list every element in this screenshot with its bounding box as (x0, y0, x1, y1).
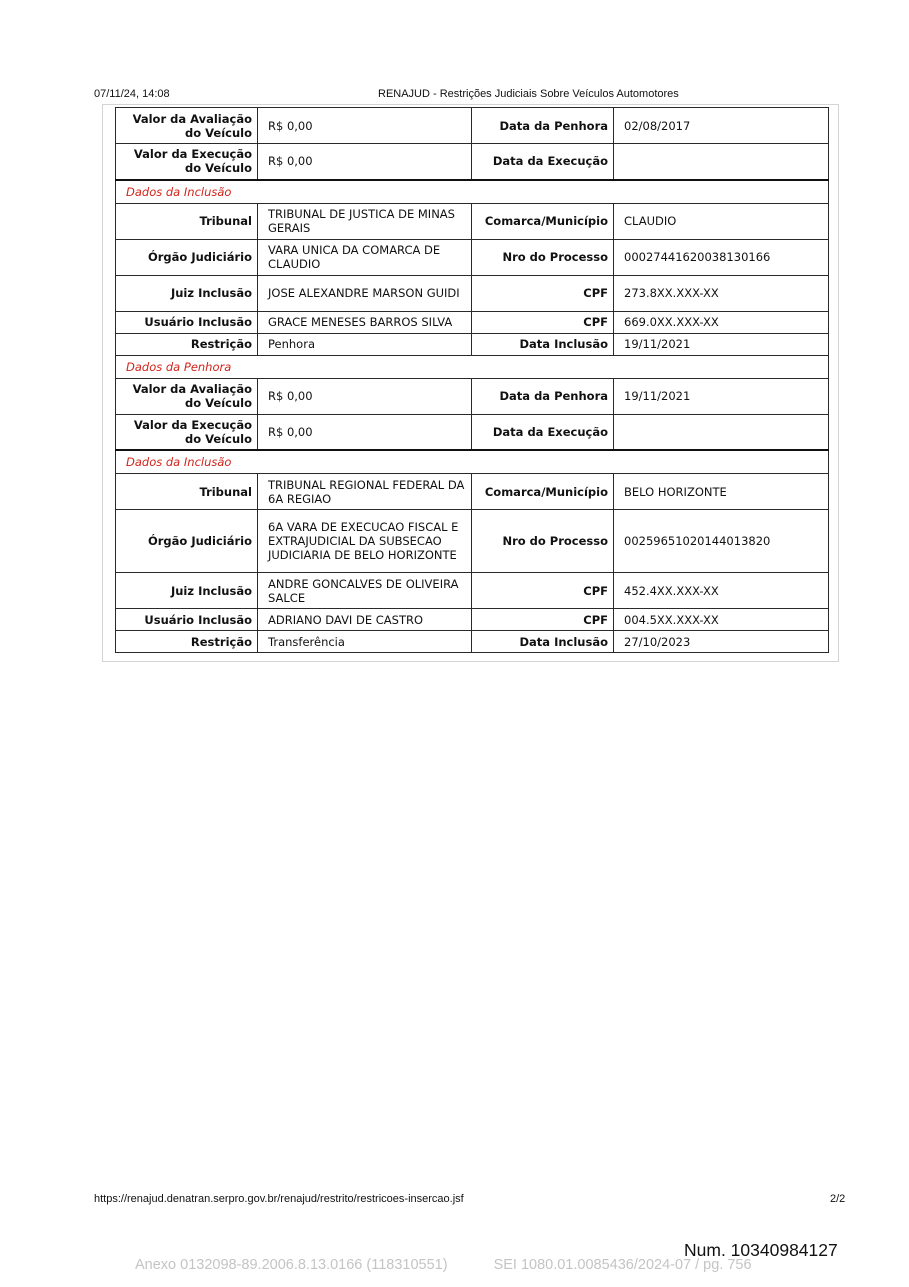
value-data-execucao (614, 414, 829, 450)
table-row (116, 108, 829, 144)
table-row (116, 311, 829, 333)
sei-reference: SEI 1080.01.0085436/2024-07 / pg. 756 (493, 1257, 752, 1273)
label-cpf: CPF (472, 573, 614, 609)
label-data-penhora: Data da Penhora (472, 108, 614, 144)
value-cpf-juiz: 452.4XX.XXX-XX (614, 573, 829, 609)
label-data-inclusao: Data Inclusão (472, 333, 614, 355)
label-cpf: CPF (472, 275, 614, 311)
table-row (116, 144, 829, 180)
label-restricao: Restrição (116, 333, 258, 355)
table-row (116, 474, 829, 510)
document-number-stamp: Num. 10340984127 (684, 1240, 838, 1260)
label-restricao: Restrição (116, 631, 258, 653)
value-valor-execucao: R$ 0,00 (258, 144, 472, 180)
table-row (116, 510, 829, 573)
label-data-execucao: Data da Execução (472, 144, 614, 180)
page-number: 2/2 (830, 1193, 846, 1205)
value-restricao: Penhora (258, 333, 472, 355)
value-nro-processo: 00027441620038130166 (614, 239, 829, 275)
value-cpf-usuario: 004.5XX.XXX-XX (614, 609, 829, 631)
label-data-execucao: Data da Execução (472, 414, 614, 450)
section-row (116, 450, 829, 474)
label-tribunal: Tribunal (116, 474, 258, 510)
page-title: RENAJUD - Restrições Judiciais Sobre Veículos Automotores (378, 88, 679, 100)
section-row (116, 355, 829, 378)
table-row (116, 203, 829, 239)
watermark-line (135, 1257, 752, 1273)
value-juiz: JOSE ALEXANDRE MARSON GUIDI (258, 275, 472, 311)
label-cpf: CPF (472, 311, 614, 333)
value-nro-processo: 00259651020144013820 (614, 510, 829, 573)
label-nro-processo: Nro do Processo (472, 239, 614, 275)
label-valor-execucao: Valor da Execução do Veículo (116, 144, 258, 180)
label-data-penhora: Data da Penhora (472, 378, 614, 414)
table-row (116, 378, 829, 414)
footer-url: https://renajud.denatran.serpro.gov.br/renajud/restrito/restricoes-insercao.jsf (94, 1193, 464, 1205)
value-cpf-juiz: 273.8XX.XXX-XX (614, 275, 829, 311)
label-valor-avaliacao: Valor da Avaliação do Veículo (116, 108, 258, 144)
value-data-inclusao: 19/11/2021 (614, 333, 829, 355)
value-data-penhora: 02/08/2017 (614, 108, 829, 144)
label-juiz: Juiz Inclusão (116, 573, 258, 609)
label-nro-processo: Nro do Processo (472, 510, 614, 573)
value-orgao: VARA UNICA DA COMARCA DE CLAUDIO (258, 239, 472, 275)
label-valor-avaliacao: Valor da Avaliação do Veículo (116, 378, 258, 414)
value-tribunal: TRIBUNAL REGIONAL FEDERAL DA 6A REGIAO (258, 474, 472, 510)
label-tribunal: Tribunal (116, 203, 258, 239)
section-title-dados-inclusao: Dados da Inclusão (116, 450, 829, 474)
label-juiz: Juiz Inclusão (116, 275, 258, 311)
section-title-dados-inclusao: Dados da Inclusão (116, 180, 829, 204)
table-row (116, 333, 829, 355)
value-tribunal: TRIBUNAL DE JUSTICA DE MINAS GERAIS (258, 203, 472, 239)
value-valor-avaliacao: R$ 0,00 (258, 378, 472, 414)
table-row (116, 239, 829, 275)
table-row (116, 609, 829, 631)
value-juiz: ANDRE GONCALVES DE OLIVEIRA SALCE (258, 573, 472, 609)
anexo-reference: Anexo 0132098-89.2006.8.13.0166 (118310551) (135, 1257, 448, 1273)
restrictions-table (115, 107, 829, 653)
value-usuario: ADRIANO DAVI DE CASTRO (258, 609, 472, 631)
section-row (116, 180, 829, 204)
label-usuario: Usuário Inclusão (116, 311, 258, 333)
label-usuario: Usuário Inclusão (116, 609, 258, 631)
value-comarca: BELO HORIZONTE (614, 474, 829, 510)
table-row (116, 275, 829, 311)
print-datetime: 07/11/24, 14:08 (94, 88, 170, 100)
label-data-inclusao: Data Inclusão (472, 631, 614, 653)
value-usuario: GRACE MENESES BARROS SILVA (258, 311, 472, 333)
value-data-penhora: 19/11/2021 (614, 378, 829, 414)
value-data-inclusao: 27/10/2023 (614, 631, 829, 653)
label-valor-execucao: Valor da Execução do Veículo (116, 414, 258, 450)
label-orgao: Órgão Judiciário (116, 510, 258, 573)
value-data-execucao (614, 144, 829, 180)
value-restricao: Transferência (258, 631, 472, 653)
label-comarca: Comarca/Município (472, 474, 614, 510)
value-valor-execucao: R$ 0,00 (258, 414, 472, 450)
section-title-dados-penhora: Dados da Penhora (116, 355, 829, 378)
label-cpf: CPF (472, 609, 614, 631)
label-comarca: Comarca/Município (472, 203, 614, 239)
table-row (116, 631, 829, 653)
value-valor-avaliacao: R$ 0,00 (258, 108, 472, 144)
table-row (116, 573, 829, 609)
value-orgao: 6A VARA DE EXECUCAO FISCAL E EXTRAJUDICIAL DA SUBSECAO JUDICIARIA DE BELO HORIZONTE (258, 510, 472, 573)
label-orgao: Órgão Judiciário (116, 239, 258, 275)
table-row (116, 414, 829, 450)
value-comarca: CLAUDIO (614, 203, 829, 239)
value-cpf-usuario: 669.0XX.XXX-XX (614, 311, 829, 333)
